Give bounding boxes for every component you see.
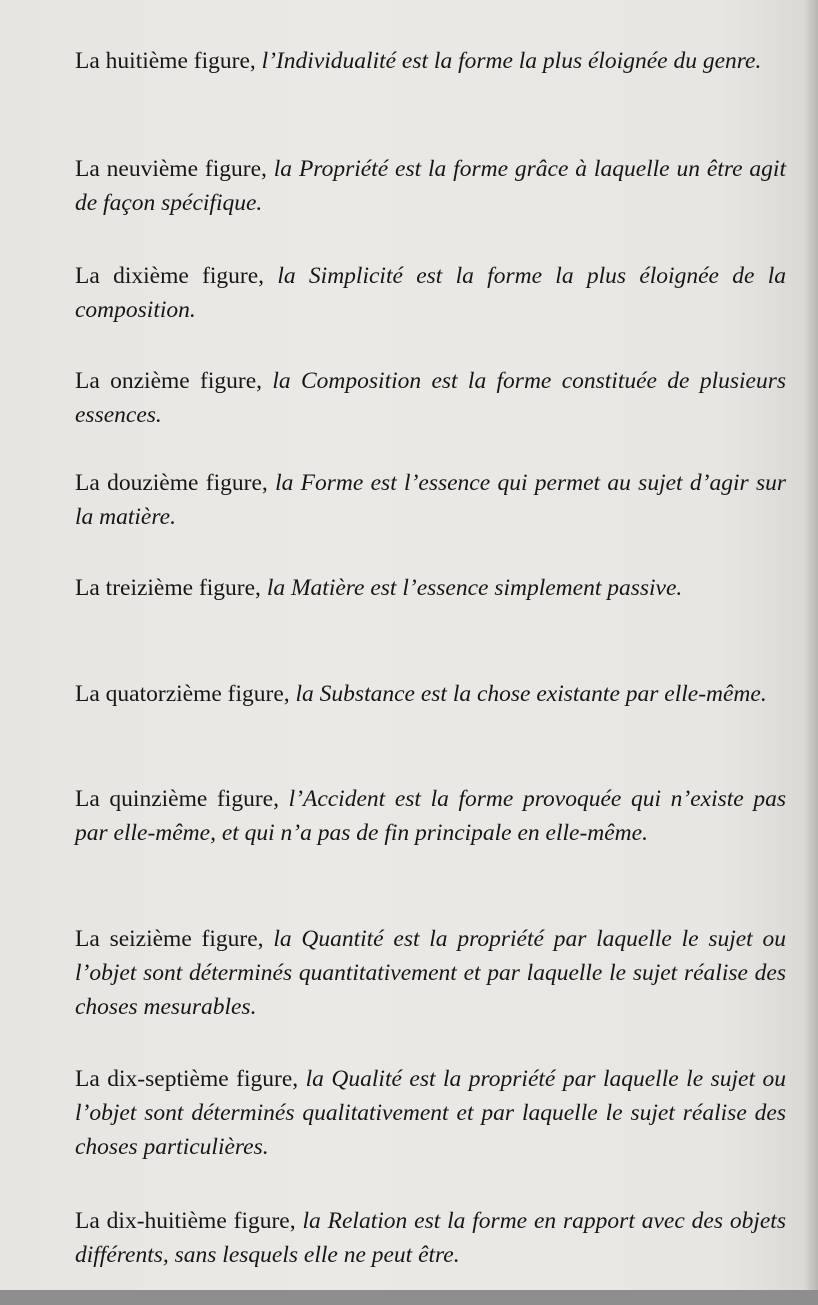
paragraph-seventeenth-figure: [75, 1062, 786, 1164]
figure-definition: la Qualité est la propriété par laquelle le sujet ou l’objet sont déterminés qualitativement et par laquelle le sujet réalise des choses particulières.: [75, 1066, 786, 1160]
figure-definition: la Composition est la forme constituée de plusieurs essences.: [75, 368, 786, 428]
figure-definition: la Forme est l’essence qui permet au sujet d’agir sur la matière.: [75, 470, 786, 530]
figure-lead: La quinzième figure,: [75, 786, 289, 812]
figure-lead: La neuvième figure,: [75, 156, 274, 182]
paragraph-eighth-figure: [75, 44, 786, 78]
figure-lead: La dixième figure,: [75, 263, 278, 289]
figure-lead: La treizième figure,: [75, 575, 267, 601]
paragraph-twelfth-figure: [75, 466, 786, 534]
figure-lead: La quatorzième figure,: [75, 681, 296, 707]
figure-definition: la Simplicité est la forme la plus éloignée de la composition.: [75, 263, 786, 323]
figure-lead: La seizième figure,: [75, 926, 274, 952]
paragraph-fourteenth-figure: [75, 677, 786, 711]
paragraph-eighteenth-figure: [75, 1204, 786, 1272]
paragraph-fifteenth-figure: [75, 782, 786, 850]
paragraph-thirteenth-figure: [75, 571, 786, 605]
paragraph-tenth-figure: [75, 259, 786, 327]
scan-bottom-border: [0, 1290, 818, 1305]
figure-definition: la Relation est la forme en rapport avec des objets différents, sans lesquels elle ne peut être.: [75, 1208, 786, 1268]
figure-lead: La onzième figure,: [75, 368, 273, 394]
page-edge-shadow: [804, 0, 818, 1290]
figure-definition: la Quantité est la propriété par laquelle le sujet ou l’objet sont déterminés quantitativement et par laquelle le sujet réalise des choses mesurables.: [75, 926, 786, 1020]
paragraph-sixteenth-figure: [75, 922, 786, 1024]
figure-lead: La dix-huitième figure,: [75, 1208, 303, 1234]
figure-definition: la Propriété est la forme grâce à laquelle un être agit de façon spécifique.: [75, 156, 786, 216]
paragraph-ninth-figure: [75, 152, 786, 220]
figure-lead: La dix-septième figure,: [75, 1066, 306, 1092]
figure-lead: La huitième figure,: [75, 48, 262, 74]
paragraph-eleventh-figure: [75, 364, 786, 432]
figure-definition: la Matière est l’essence simplement passive.: [266, 575, 683, 601]
figure-lead: La douzième figure,: [75, 470, 276, 496]
figure-definition: la Substance est la chose existante par elle-même.: [295, 681, 767, 707]
figure-definition: l’Individualité est la forme la plus éloignée du genre.: [261, 48, 762, 74]
figure-definition: l’Accident est la forme provoquée qui n’existe pas par elle-même, et qui n’a pas de fin principale en elle-même.: [75, 786, 786, 846]
